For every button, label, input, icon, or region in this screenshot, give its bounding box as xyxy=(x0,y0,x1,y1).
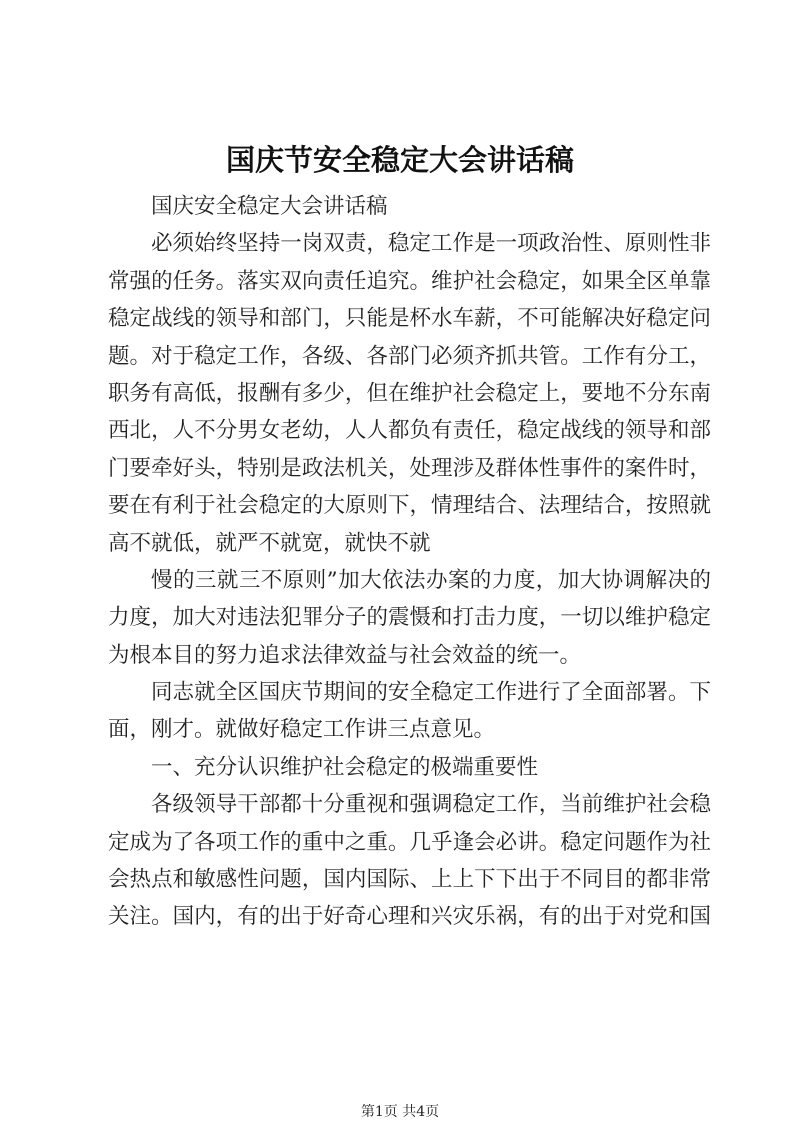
text-line: 题。对于稳定工作，各级、各部门必须齐抓共管。工作有分工， xyxy=(108,343,711,369)
text-line: 稳定战线的领导和部门，只能是杯水车薪，不可能解决好稳定问 xyxy=(108,306,711,332)
text-line: 同志就全区国庆节期间的安全稳定工作进行了全面部署。下 xyxy=(151,680,711,706)
text-line: 必须始终坚持一岗双责，稳定工作是一项政治性、原则性非 xyxy=(151,231,711,257)
page-footer: 第1页 共4页 xyxy=(360,1104,440,1120)
text-line: 慢的三就三不原则”加大依法办案的力度，加大协调解决的 xyxy=(151,567,711,593)
text-line: 西北，人不分男女老幼，人人都负有责任，稳定战线的领导和部 xyxy=(108,418,711,444)
text-line: 门要牵好头，特别是政法机关，处理涉及群体性事件的案件时， xyxy=(108,455,711,481)
text-line: 各级领导干部都十分重视和强调稳定工作，当前维护社会稳 xyxy=(151,792,711,818)
text-line: 高不就低，就严不就宽，就快不就 xyxy=(108,530,431,556)
text-line: 要在有利于社会稳定的大原则下，情理结合、法理结合，按照就 xyxy=(108,493,711,519)
document-title: 国庆节安全稳定大会讲话稿 xyxy=(225,143,574,177)
text-line: 一、充分认识维护社会稳定的极端重要性 xyxy=(151,754,539,780)
text-line: 定成为了各项工作的重中之重。几乎逢会必讲。稳定问题作为社 xyxy=(108,829,711,855)
text-line: 常强的任务。落实双向责任追究。维护社会稳定，如果全区单靠 xyxy=(108,268,711,294)
text-line: 力度，加大对违法犯罪分子的震慑和打击力度，一切以维护稳定 xyxy=(108,605,711,631)
document-body xyxy=(108,188,711,936)
text-line: 职务有高低，报酬有多少，但在维护社会稳定上，要地不分东南 xyxy=(108,380,711,406)
text-line: 为根本目的努力追求法律效益与社会效益的统一。 xyxy=(108,642,582,668)
text-line: 关注。国内，有的出于好奇心理和兴灾乐祸，有的出于对党和国 xyxy=(108,904,711,930)
text-line: 国庆安全稳定大会讲话稿 xyxy=(151,194,388,219)
text-line: 面，刚才。就做好稳定工作讲三点意见。 xyxy=(108,717,496,743)
text-line: 会热点和敏感性问题，国内国际、上上下下出于不同目的都非常 xyxy=(108,867,711,893)
